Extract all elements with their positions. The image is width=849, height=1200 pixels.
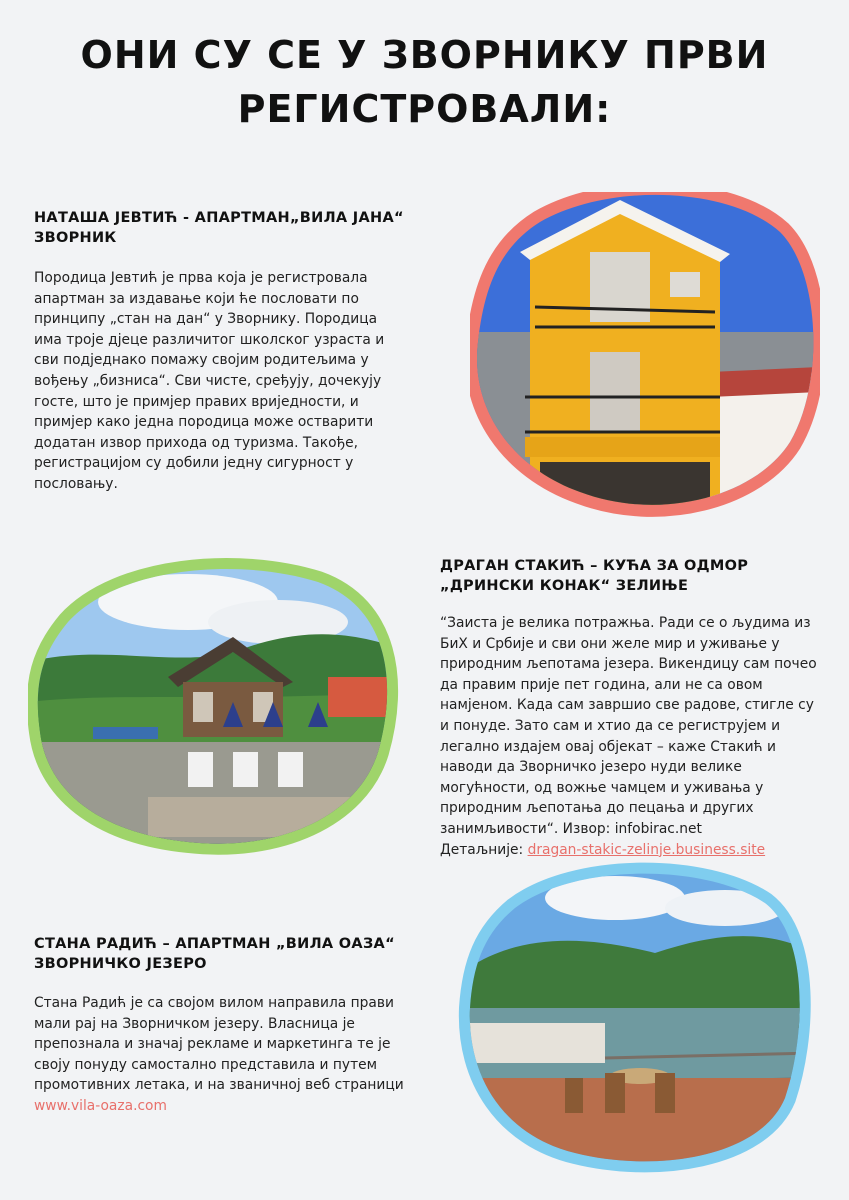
section-2-heading: ДРАГАН СТАКИЋ – КУЋА ЗА ОДМОР „ДРИНСКИ КОНАК“ ЗЕЛИЊЕ xyxy=(440,558,749,594)
section-1-heading: НАТАША ЈЕВТИЋ - АПАРТМАН„ВИЛА ЈАНА“ ЗВОРНИК xyxy=(34,210,404,246)
section-2-body-text: “Заиста је велика потражња. Ради се о људима из БиХ и Србије и сви они желе мир и уживање у природним љепотама језера. Викендицу сам почео да правим прије пет година, али не са овом намјеном. Када сам завршио све радове, стигле су и понуде. Зато сам и хтио да се региструјем и легално издајем овај објекат – каже Стакић и наводи да Зворничко језеро нуди велике могућности, од вожње чамцем и уживања у природним љепотања до пецања и других занимљивости“. Извор: infobirac.net xyxy=(440,615,817,837)
section-3-body xyxy=(34,993,414,1117)
website-link[interactable]: www.vila-oaza.com xyxy=(34,1097,167,1114)
section-3-heading: СТАНА РАДИЋ – АПАРТМАН „ВИЛА ОАЗА“ ЗВОРНИЧКО ЈЕЗЕРО xyxy=(34,936,395,972)
lake-terrace-photo xyxy=(455,858,815,1178)
section-3-body-text: Стана Радић је са својом вилом направила прави мали рај на Зворничком језеру. Власница је препознала и значај рекламе и маркетинга те је своју понуду самостално представила и путем промотивних летака, и на званичној веб страници xyxy=(34,995,404,1094)
details-label: Детаљније: xyxy=(440,841,524,858)
page-title: ОНИ СУ СЕ У ЗВОРНИКУ ПРВИ РЕГИСТРОВАЛИ: xyxy=(80,33,769,131)
section-1-body: Породица Јевтић је прва која је регистровала апартман за издавање који ће пословати по принципу „стан на дан“ у Зворнику. Породица има троје дјеце различитог школског узраста и сви подједнако помажу својим родитељима у вођењу „бизниса“. Сви чисте, сређују, дочекују госте, што је примјер правих вриједности, и примјер како једна породица може остварити додатан извор прихода од туризма. Такође, регистрацијом су добили једну сигурност у пословању. xyxy=(34,270,385,492)
section-2-body xyxy=(440,613,820,860)
yellow-house-photo xyxy=(470,192,820,522)
details-link[interactable]: dragan-stakic-zelinje.business.site xyxy=(527,841,766,858)
cottage-photo xyxy=(28,552,408,862)
